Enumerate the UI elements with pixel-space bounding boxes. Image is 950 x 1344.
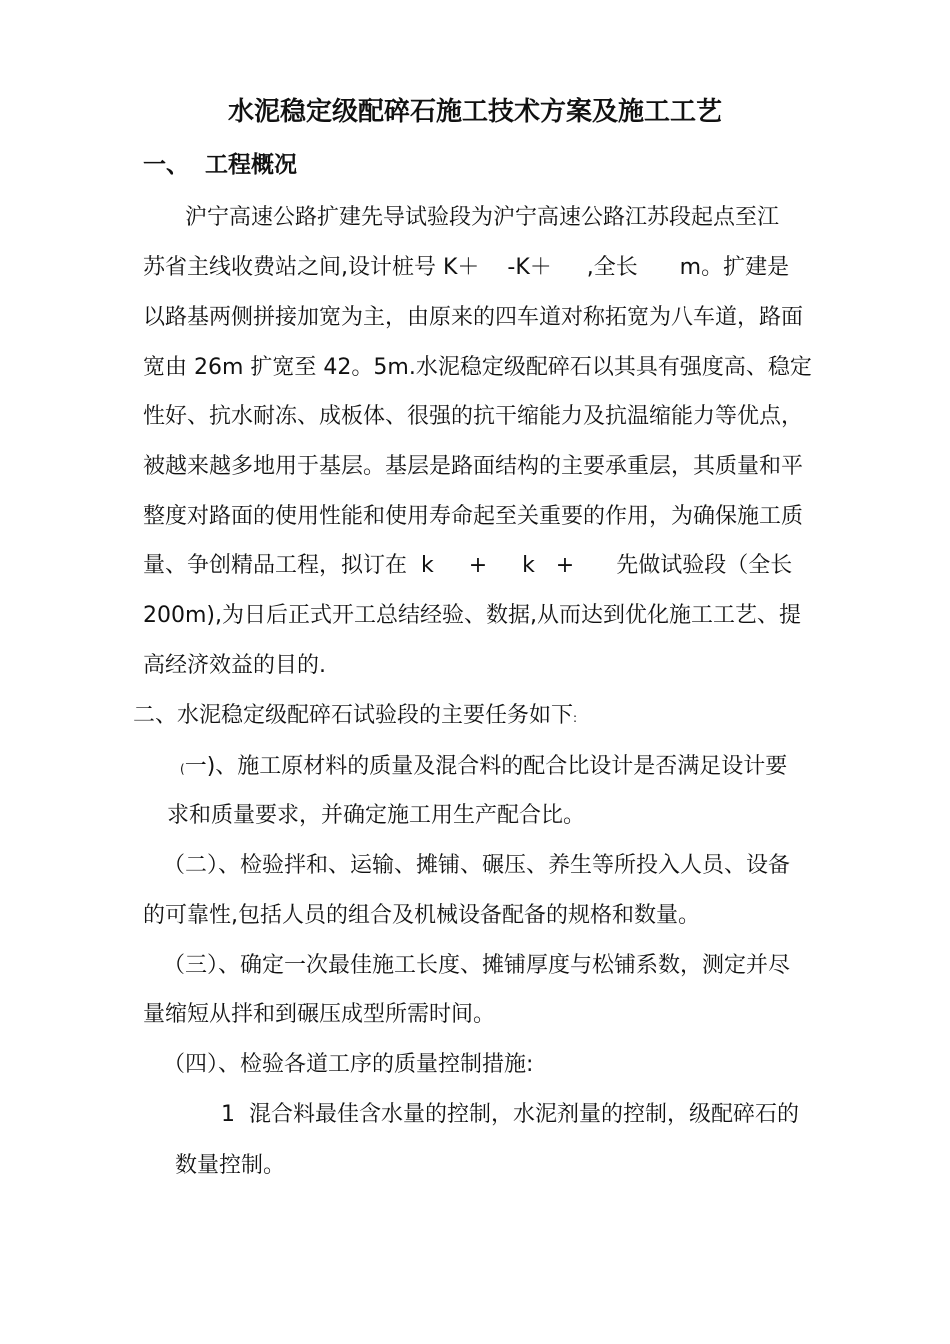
- overview-line-6: 被越来越多地用于基层。基层是路面结构的主要承重层，其质量和平: [143, 454, 804, 479]
- task-2-line-1: （二）、检验拌和、运输、摊铺、碾压、养生等所投入人员、设备: [163, 853, 791, 878]
- section-heading-tasks-text: 二、水泥稳定级配碎石试验段的主要任务如下: [133, 703, 574, 728]
- task-1-line-2: 求和质量要求，并确定施工用生产配合比。: [167, 803, 586, 828]
- section-heading-tasks: [133, 701, 577, 733]
- overview-line-2: 苏省主线收费站之间,设计桩号 K＋ -K＋ ,全长 m。扩建是: [143, 255, 790, 280]
- task-1-text: 一)、施工原材料的质量及混合料的配合比设计是否满足设计要: [184, 754, 788, 779]
- item-1-line-2: 数量控制。: [175, 1153, 286, 1178]
- overview-line-4: 宽由 26m 扩宽至 42。5m.水泥稳定级配碎石以其具有强度高、稳定: [143, 355, 812, 380]
- item-1-line-1: 1 混合料最佳含水量的控制，水泥剂量的控制，级配碎石的: [221, 1102, 799, 1127]
- task-1-line-1: [180, 752, 787, 784]
- overview-line-7: 整度对路面的使用性能和使用寿命起至关重要的作用，为确保施工质: [143, 504, 804, 529]
- overview-line-3: 以路基两侧拼接加宽为主，由原来的四车道对称拓宽为八车道，路面: [143, 305, 804, 330]
- task-2-line-2: 的可靠性,包括人员的组合及机械设备配备的规格和数量。: [143, 903, 700, 928]
- task-3-line-2: 量缩短从拌和到碾压成型所需时间。: [143, 1002, 496, 1027]
- task-3-line-1: （三）、确定一次最佳施工长度、摊铺厚度与松铺系数，测定并尽: [163, 953, 791, 978]
- section-heading-overview: 一、 工程概况: [143, 152, 298, 178]
- document-title: 水泥稳定级配碎石施工技术方案及施工工艺: [227, 97, 722, 127]
- overview-line-8: 量、争创精品工程，拟订在 k + k + 先做试验段（全长: [143, 553, 793, 578]
- overview-line-9: 200m),为日后正式开工总结经验、数据,从而达到优化施工工艺、提: [143, 603, 801, 628]
- overview-line-10: 高经济效益的目的.: [143, 653, 326, 678]
- overview-line-5: 性好、抗水耐冻、成板体、很强的抗干缩能力及抗温缩能力等优点，: [143, 404, 804, 429]
- task-4-line-1: （四）、检验各道工序的质量控制措施:: [163, 1052, 534, 1077]
- overview-line-1: 沪宁高速公路扩建先导试验段为沪宁高速公路江苏段起点至江: [185, 205, 780, 230]
- section-heading-tasks-mark: :: [573, 711, 578, 725]
- task-1-mark: (: [180, 762, 185, 776]
